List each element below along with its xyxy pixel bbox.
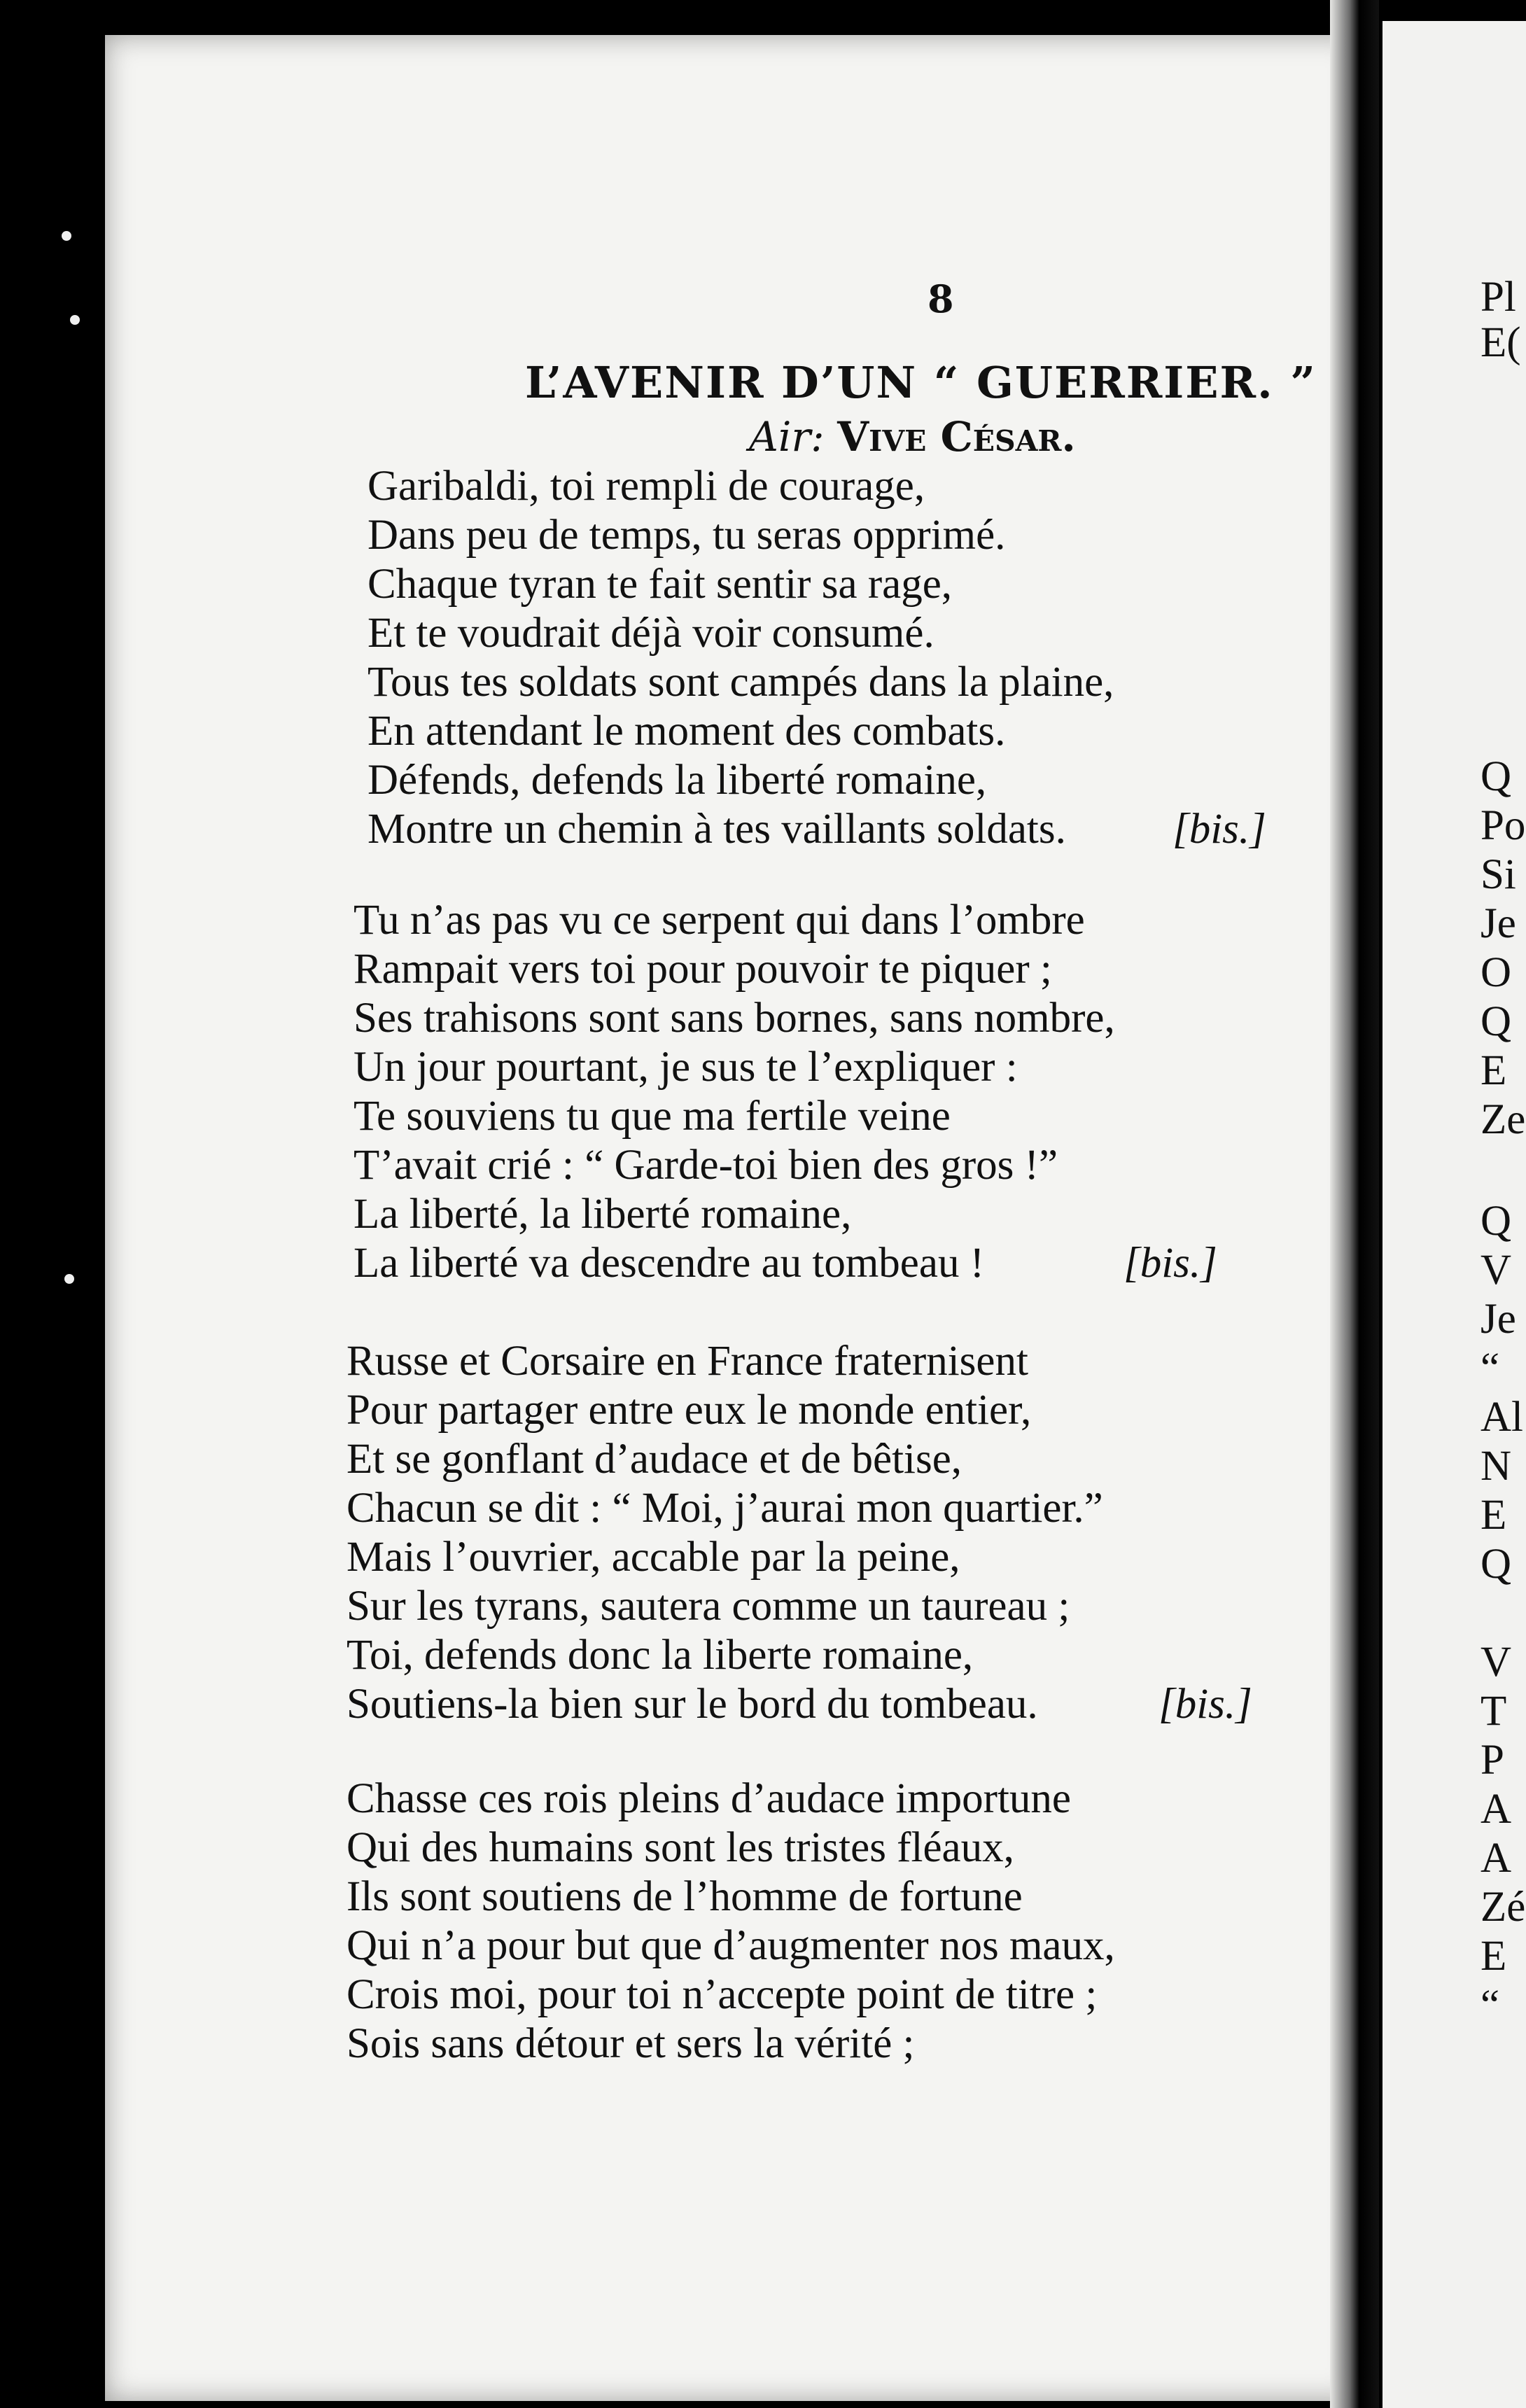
verse-line-last <box>354 1239 1334 1288</box>
facing-page-fragment: V <box>1480 1247 1512 1294</box>
verse-line-last <box>368 805 1348 854</box>
verse-line: Dans peu de temps, tu seras opprimé. <box>368 512 1006 559</box>
verse-line: Et se gonflant d’audace et de bêtise, <box>346 1436 962 1483</box>
facing-page-fragment: N <box>1480 1443 1512 1490</box>
scan-speck <box>64 1274 74 1284</box>
facing-page-fragment: Q <box>1480 1541 1512 1588</box>
verse-line: Chasse ces rois pleins d’audace importune <box>346 1775 1072 1822</box>
verse-text: Montre un chemin à tes vaillants soldats. <box>368 806 1066 853</box>
facing-page-fragment: “ <box>1480 1982 1500 2029</box>
stanza <box>354 896 1334 1288</box>
facing-page-fragment: E <box>1480 1933 1507 1980</box>
verse-line: Russe et Corsaire en France fraternisent <box>346 1338 1028 1385</box>
facing-page-fragment: P <box>1480 1737 1504 1784</box>
facing-page-fragment: A <box>1480 1786 1512 1833</box>
facing-page-fragment: E <box>1480 1492 1507 1539</box>
verse-line: T’avait crié : “ Garde-toi bien des gros !” <box>354 1142 1058 1189</box>
verse-line: Chacun se dit : “ Moi, j’aurai mon quartier.” <box>346 1485 1103 1532</box>
facing-page-fragment: E <box>1480 1047 1507 1094</box>
verse-line: La liberté, la liberté romaine, <box>354 1191 852 1238</box>
verse-line: Et te voudrait déjà voir consumé. <box>368 610 934 657</box>
verse-line: Sur les tyrans, sautera comme un taureau ; <box>346 1583 1070 1630</box>
facing-page-fragment: T <box>1480 1688 1507 1735</box>
facing-page-fragment: Q <box>1480 753 1512 800</box>
song-title: L’AVENIR D’UN “ GUERRIER. ” <box>525 357 1317 408</box>
verse-line: Garibaldi, toi rempli de courage, <box>368 463 925 510</box>
facing-page-fragment: Q <box>1480 998 1512 1045</box>
verse-line: En attendant le moment des combats. <box>368 708 1006 755</box>
tune-prefix: Air: <box>749 413 825 461</box>
verse-line: Ils sont soutiens de l’homme de fortune <box>346 1873 1023 1920</box>
verse-line: Qui des humains sont les tristes fléaux, <box>346 1824 1014 1871</box>
refrain-mark: [bis.] <box>1124 1240 1217 1287</box>
verse-line: Toi, defends donc la liberte romaine, <box>346 1632 974 1679</box>
verse-line: Défends, defends la liberté romaine, <box>368 757 987 804</box>
facing-page-fragment: Po <box>1480 802 1526 849</box>
scan-speck <box>62 231 71 241</box>
verse-line: Crois moi, pour toi n’accepte point de titre ; <box>346 1971 1098 2018</box>
verse-line: Tous tes soldats sont campés dans la plaine, <box>368 659 1114 706</box>
verse-line: Sois sans détour et sers la vérité ; <box>346 2020 915 2067</box>
stanza <box>346 1337 1326 1729</box>
facing-page-fragment: Je <box>1480 900 1516 947</box>
facing-page-fragment: Ze <box>1480 1096 1526 1143</box>
page-number: 8 <box>927 276 954 321</box>
verse-text: La liberté va descendre au tombeau ! <box>354 1240 985 1287</box>
verse-line: Te souviens tu que ma fertile veine <box>354 1093 951 1140</box>
facing-page-fragment: Al <box>1480 1394 1523 1441</box>
refrain-mark: [bis.] <box>1158 1681 1252 1728</box>
verse-line: Ses trahisons sont sans bornes, sans nombre, <box>354 995 1115 1042</box>
verse-line: Chaque tyran te fait sentir sa rage, <box>368 561 953 608</box>
book-page-right-cropped <box>1382 21 1526 2408</box>
verse-line: Un jour pourtant, je sus te l’expliquer : <box>354 1044 1018 1091</box>
verse-line: Qui n’a pour but que d’augmenter nos maux, <box>346 1922 1115 1969</box>
stanza <box>368 462 1348 854</box>
facing-page-fragment: E( <box>1480 319 1521 366</box>
facing-page-fragment: Q <box>1480 1198 1512 1245</box>
verse-line: Pour partager entre eux le monde entier, <box>346 1387 1032 1434</box>
verse-text: Soutiens-la bien sur le bord du tombeau. <box>346 1681 1038 1728</box>
verse-line-last <box>346 1680 1326 1729</box>
verse-line: Tu n’as pas vu ce serpent qui dans l’ombre <box>354 897 1085 944</box>
facing-page-fragment: A <box>1480 1835 1512 1882</box>
book-gutter <box>1330 0 1379 2408</box>
tune-name: Vive César. <box>837 413 1076 461</box>
verse-line: Rampait vers toi pour pouvoir te piquer ; <box>354 946 1052 993</box>
stanza <box>346 1774 1326 2068</box>
scan-speck <box>70 315 80 325</box>
facing-page-fragment: “ <box>1480 1345 1500 1392</box>
verse-line: Mais l’ouvrier, accable par la peine, <box>346 1534 960 1581</box>
facing-page-fragment: O <box>1480 949 1512 996</box>
facing-page-fragment: Zé <box>1480 1884 1526 1931</box>
facing-page-fragment: Pl <box>1480 274 1516 321</box>
tune-indication <box>749 413 1076 461</box>
facing-page-fragment: Je <box>1480 1296 1516 1343</box>
facing-page-fragment: Si <box>1480 851 1516 898</box>
facing-page-fragment: V <box>1480 1639 1512 1686</box>
refrain-mark: [bis.] <box>1172 806 1266 853</box>
